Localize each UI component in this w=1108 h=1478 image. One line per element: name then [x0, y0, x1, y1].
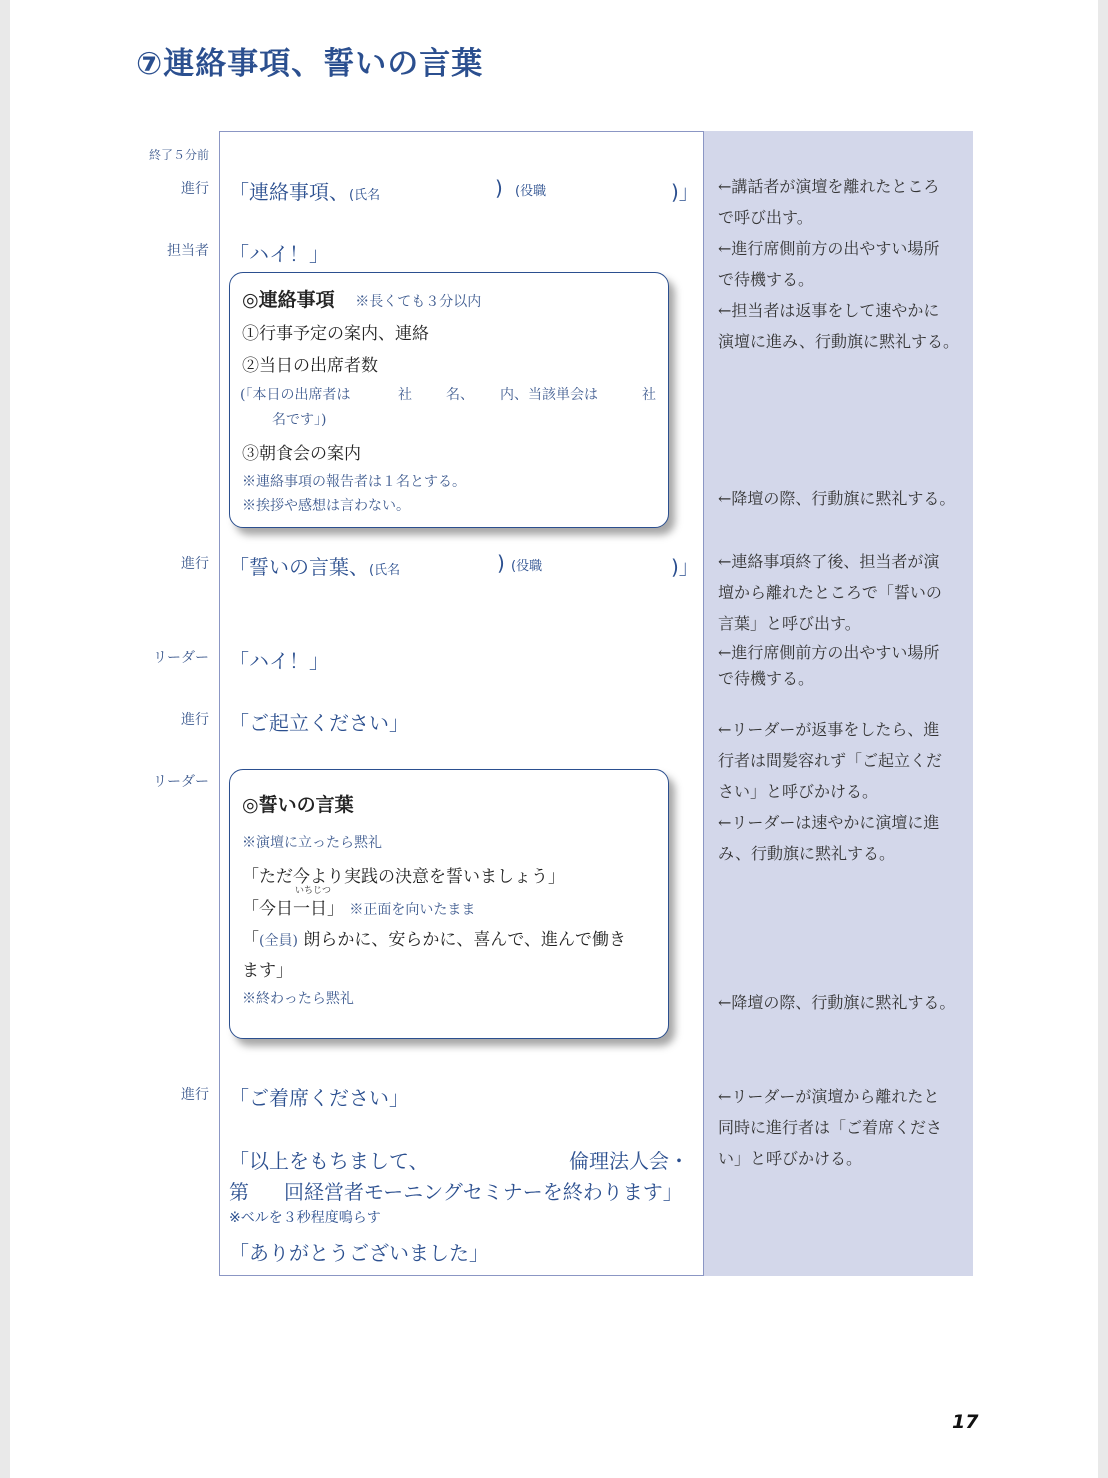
page-number: 17: [952, 1411, 979, 1433]
name-blank: (氏名: [369, 563, 401, 578]
close-paren: )」: [671, 555, 699, 579]
position-blank: (役職: [511, 559, 543, 574]
line-text: 「誓いの言葉、: [229, 555, 369, 579]
stage-note: ←進行席側前方の出やすい場所 で待機する。: [718, 643, 940, 688]
script-line: 第: [229, 1180, 249, 1204]
pledge-line: ます」: [242, 961, 293, 981]
list-item: ②当日の出席者数: [242, 356, 378, 376]
script-line: 「以上をもちまして、: [229, 1149, 429, 1173]
list-item: ③朝食会の案内: [242, 444, 361, 464]
box-heading: ◎連絡事項 ※長くても３分以内: [242, 289, 482, 311]
box-note: ※演壇に立ったら黙礼: [242, 835, 382, 851]
role-label: 進行: [181, 556, 209, 572]
position-blank: (役職: [515, 184, 547, 199]
pledge-line: 「(全員) 朗らかに、安らかに、喜んで、進んで働き: [242, 930, 627, 950]
stage-note: ←連絡事項終了後、担当者が演 壇から離れたところで「誓いの 言葉」と呼び出す。: [718, 552, 942, 633]
pledge-line: 「ただ今より実践の決意を誓いましょう」: [242, 867, 565, 887]
script-line: 「ありがとうございました」: [229, 1241, 489, 1265]
stage-note: ←降壇の際、行動旗に黙礼する。: [718, 993, 956, 1012]
box-note: ※正面を向いたまま: [349, 902, 476, 918]
role-label: 進行: [181, 1087, 209, 1103]
close-paren: )」: [671, 180, 699, 204]
script-line: [229, 551, 400, 580]
script-line: 「ご着席ください」: [229, 1086, 409, 1110]
script-line: 倫理法人会・: [569, 1149, 689, 1173]
ruby-word: いちじつ 一日: [293, 886, 332, 919]
role-label: リーダー: [153, 774, 209, 790]
box-heading: ◎誓いの言葉: [242, 794, 354, 816]
script-line: 回経営者モーニングセミナーを終わります」: [284, 1180, 683, 1204]
list-item: ①行事予定の案内、連絡: [242, 324, 429, 344]
stage-note: ←降壇の際、行動旗に黙礼する。: [718, 489, 956, 508]
box-note: ※挨拶や感想は言わない。: [242, 498, 410, 514]
line-text: 「連絡事項、: [229, 180, 349, 204]
close-paren: ): [495, 176, 503, 200]
close-paren: ): [497, 551, 505, 575]
attendance-text: 社: [642, 387, 656, 403]
pledge-line: 「今日 いちじつ 一日」 ※正面を向いたまま: [242, 886, 476, 919]
stage-note: ←講話者が演壇を離れたところ で呼び出す。 ←進行席側前方の出やすい場所 で待機する。 ←担当者は返事をして速やかに 演壇に進み、行動旗に黙礼する。: [718, 177, 959, 351]
name-blank: (氏名: [349, 188, 381, 203]
box-note: ※終わったら黙礼: [242, 991, 354, 1007]
time-limit-note: ※長くても３分以内: [355, 294, 482, 310]
attendance-text: 名、: [446, 387, 474, 403]
role-label: 進行: [181, 181, 209, 197]
time-note: 終了５分前: [148, 148, 209, 162]
attendance-text: 名です」): [272, 412, 327, 428]
script-line: 「ハイ！」: [229, 242, 329, 266]
attendance-text: 内、当該単会は: [500, 387, 598, 403]
box-note: ※連絡事項の報告者は１名とする。: [242, 474, 466, 490]
bell-note: ※ベルを３秒程度鳴らす: [229, 1210, 381, 1226]
page-title: ⑦連絡事項、誓いの言葉: [136, 46, 484, 82]
role-label: 担当者: [167, 243, 209, 259]
script-line: [229, 176, 380, 205]
role-label: リーダー: [153, 650, 209, 666]
pledge-box: [229, 769, 669, 1039]
attendance-text: 社: [398, 387, 412, 403]
stage-note: ←リーダーが演壇から離れたと 同時に進行者は「ご着席くださ い」と呼びかける。: [718, 1087, 943, 1168]
script-line: 「ハイ！」: [229, 649, 329, 673]
script-line: 「ご起立ください」: [229, 711, 409, 735]
attendance-text: (「本日の出席者は: [240, 387, 351, 403]
announcements-box: [229, 272, 669, 528]
role-label: 進行: [181, 712, 209, 728]
stage-note: ←リーダーが返事をしたら、進 行者は間髪容れず「ご起立くだ さい」と呼びかける。 ←リーダーは速やかに演壇に進 み、行動旗に黙礼する。: [718, 720, 943, 863]
